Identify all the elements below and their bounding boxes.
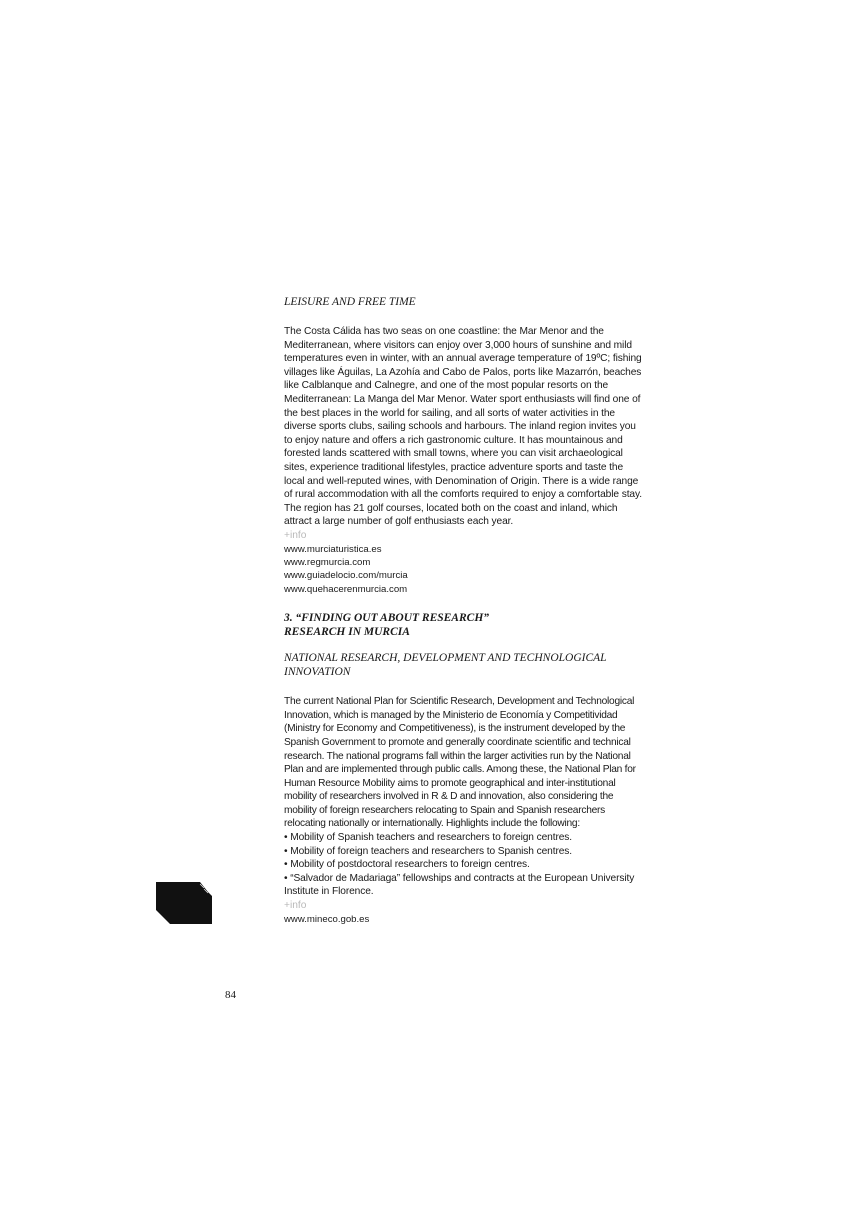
list-item: • “Salvador de Madariaga” fellowships and contracts at the European University Institute in Florence. — [284, 872, 635, 898]
highlights-list — [284, 831, 644, 899]
stacked-squares-icon — [156, 882, 212, 924]
list-item: • Mobility of foreign teachers and researchers to Spanish centres. — [284, 845, 573, 857]
text-column — [284, 295, 644, 926]
research-links — [284, 913, 644, 926]
section-heading-leisure: LEISURE AND FREE TIME — [284, 296, 416, 308]
list-item: • Mobility of postdoctoral researchers to foreign centres. — [284, 859, 530, 871]
leisure-links — [284, 543, 644, 597]
link-guiadelocio[interactable]: www.guiadelocio.com/murcia — [284, 570, 408, 582]
link-regmurcia[interactable]: www.regmurcia.com — [284, 556, 371, 568]
link-quehacerenmurcia[interactable]: www.quehacerenmurcia.com — [284, 583, 408, 595]
chapter-title-line1: 3. “FINDING OUT ABOUT RESEARCH” — [284, 612, 490, 625]
leisure-paragraph: The Costa Cálida has two seas on one coastline: the Mar Menor and the Mediterranean, where visitors can enjoy over 3,000 hours of sunshine and mild temperatures even in winter, with an annual average temperature of 19ºC; fishing villages like Águilas, La Azohía and Cabo de Palos, ports like Mazarrón, beaches like Calblanque and Calnegre, and one of the most popular resorts on the Mediterranean: La Manga del Mar Menor. Water sport enthusiasts will find one of the best places in the world for sailing, and all sorts of water activities in the diverse sports clubs, sailing schools and harbours. The inland region invites you to enjoy nature and offers a rich gastronomic culture. It has mountainous and forested lands scattered with small towns, where you can visit archaeological sites, experience traditional lifestyles, practice adventure sports and taste the local and well-reputed wines, with Denomination of Origin. There is a wide range of rural accommodation with all the comforts required to enjoy a comfortable stay. The region has 21 golf courses, located both on the coast and inland, which attract a large number of golf enthusiasts each year. — [284, 326, 642, 528]
info-label: +info — [284, 900, 307, 912]
link-mineco[interactable]: www.mineco.gob.es — [284, 913, 370, 925]
chapter-title-line2: RESEARCH IN MURCIA — [284, 625, 410, 638]
page-number: 84 — [225, 989, 236, 1001]
link-murciaturistica[interactable]: www.murciaturistica.es — [284, 543, 382, 555]
info-label: +info — [284, 529, 307, 541]
section-heading-national-research: NATIONAL RESEARCH, DEVELOPMENT AND TECHNOLOGICAL INNOVATION — [284, 652, 607, 679]
list-item: • Mobility of Spanish teachers and researchers to foreign centres. — [284, 832, 573, 844]
research-paragraph: The current National Plan for Scientific Research, Development and Technological Innovation, which is managed by the Ministerio de Economía y Competitividad (Ministry for Economy and Competitiveness), is the instrument developed by the Spanish Government to promote and generally coordinate scientific and technical research. The national programs fall within the larger activities run by the National Plan and are implemented through public calls. Among these, the National Plan for Human Resource Mobility aims to promote geographical and inter-institutional mobility of researchers involved in R & D and innovation, also considering the mobility of foreign researchers relocating to Spain and Spanish researchers relocating nationally or internationally. Highlights include the following: — [284, 696, 636, 830]
